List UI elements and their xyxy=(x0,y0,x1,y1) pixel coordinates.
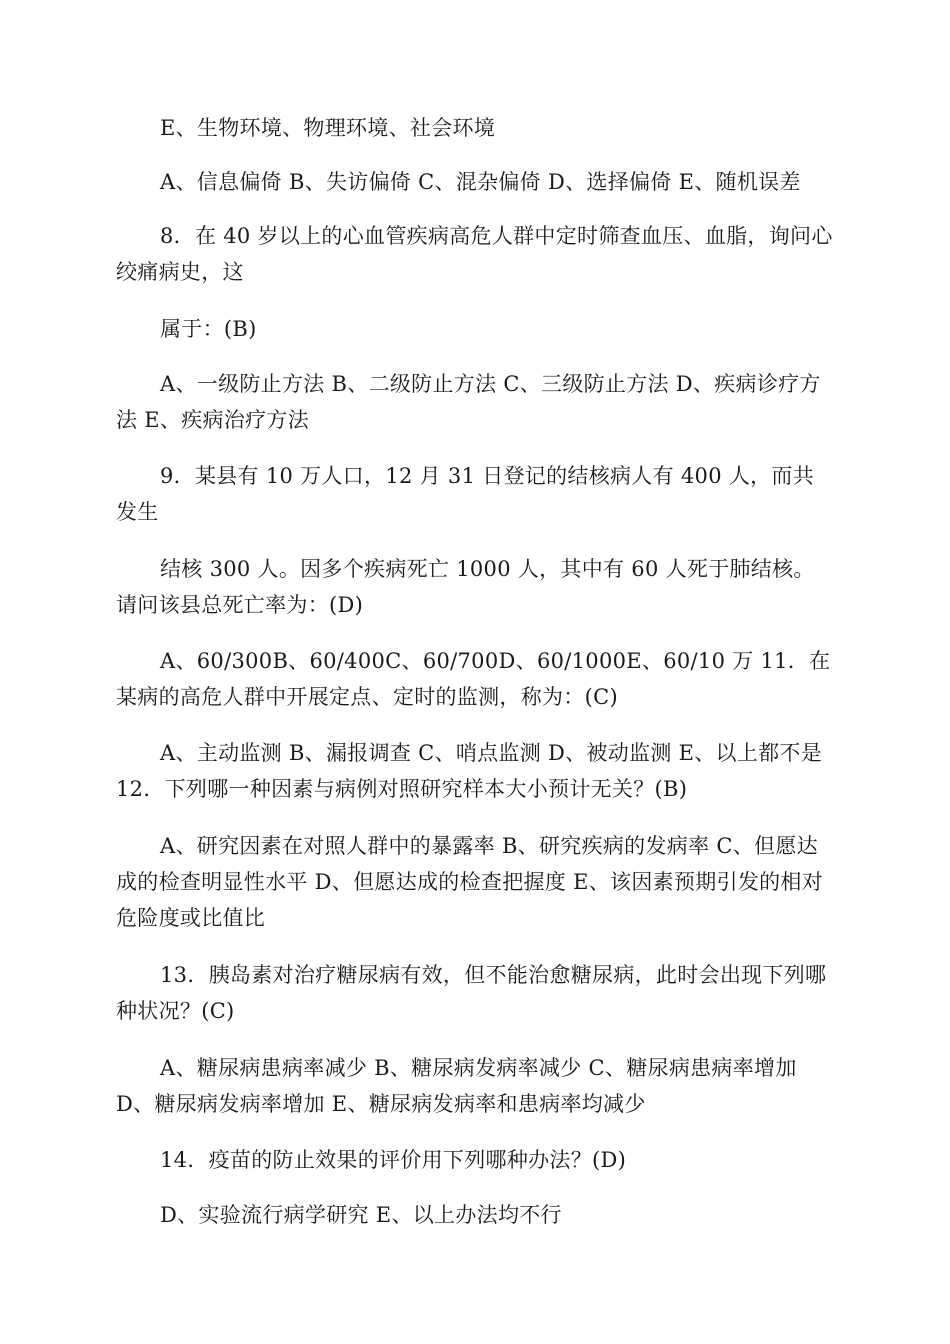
paragraph-4: 属于：(B) xyxy=(160,317,257,341)
paragraph-11: 13．胰岛素对治疗糖尿病有效，但不能治愈糖尿病，此时会出现下列哪种状况？(C) xyxy=(116,963,827,1023)
paragraph-12: A、糖尿病患病率减少 B、糖尿病发病率减少 C、糖尿病患病率增加 D、糖尿病发病率增加 E、糖尿病发病率和患病率均减少 xyxy=(116,1056,797,1116)
paragraph-5: A、一级防止方法 B、二级防止方法 C、三级防止方法 D、疾病诊疗方法 E、疾病治疗方法 xyxy=(116,372,821,432)
paragraph-14: D、实验流行病学研究 E、以上办法均不行 xyxy=(160,1203,562,1227)
paragraph-13: 14．疫苗的防止效果的评价用下列哪种办法？(D) xyxy=(160,1148,627,1172)
paragraph-2: A、信息偏倚 B、失访偏倚 C、混杂偏倚 D、选择偏倚 E、随机误差 xyxy=(160,170,801,194)
paragraph-7: 结核 300 人。因多个疾病死亡 1000 人，其中有 60 人死于肺结核。请问该县总死亡率为：(D) xyxy=(116,557,815,617)
paragraph-6: 9．某县有 10 万人口，12 月 31 日登记的结核病人有 400 人，而共发生 xyxy=(116,464,815,524)
paragraph-3: 8．在 40 岁以上的心血管疾病高危人群中定时筛查血压、血脂，询问心绞痛病史，这 xyxy=(116,224,833,284)
paragraph-8: A、60/300B、60/400C、60/700D、60/1000E、60/10 万 11．在某病的高危人群中开展定点、定时的监测，称为：(C) xyxy=(116,649,831,709)
paragraph-9: A、主动监测 B、漏报调查 C、哨点监测 D、被动监测 E、以上都不是 12．下列哪一种因素与病例对照研究样本大小预计无关？(B) xyxy=(116,741,823,801)
paragraph-1: E、生物环境、物理环境、社会环境 xyxy=(160,116,496,140)
paragraph-10: A、研究因素在对照人群中的暴露率 B、研究疾病的发病率 C、但愿达成的检查明显性水平 D、但愿达成的检查把握度 E、该因素预期引发的相对危险度或比值比 xyxy=(116,834,824,930)
